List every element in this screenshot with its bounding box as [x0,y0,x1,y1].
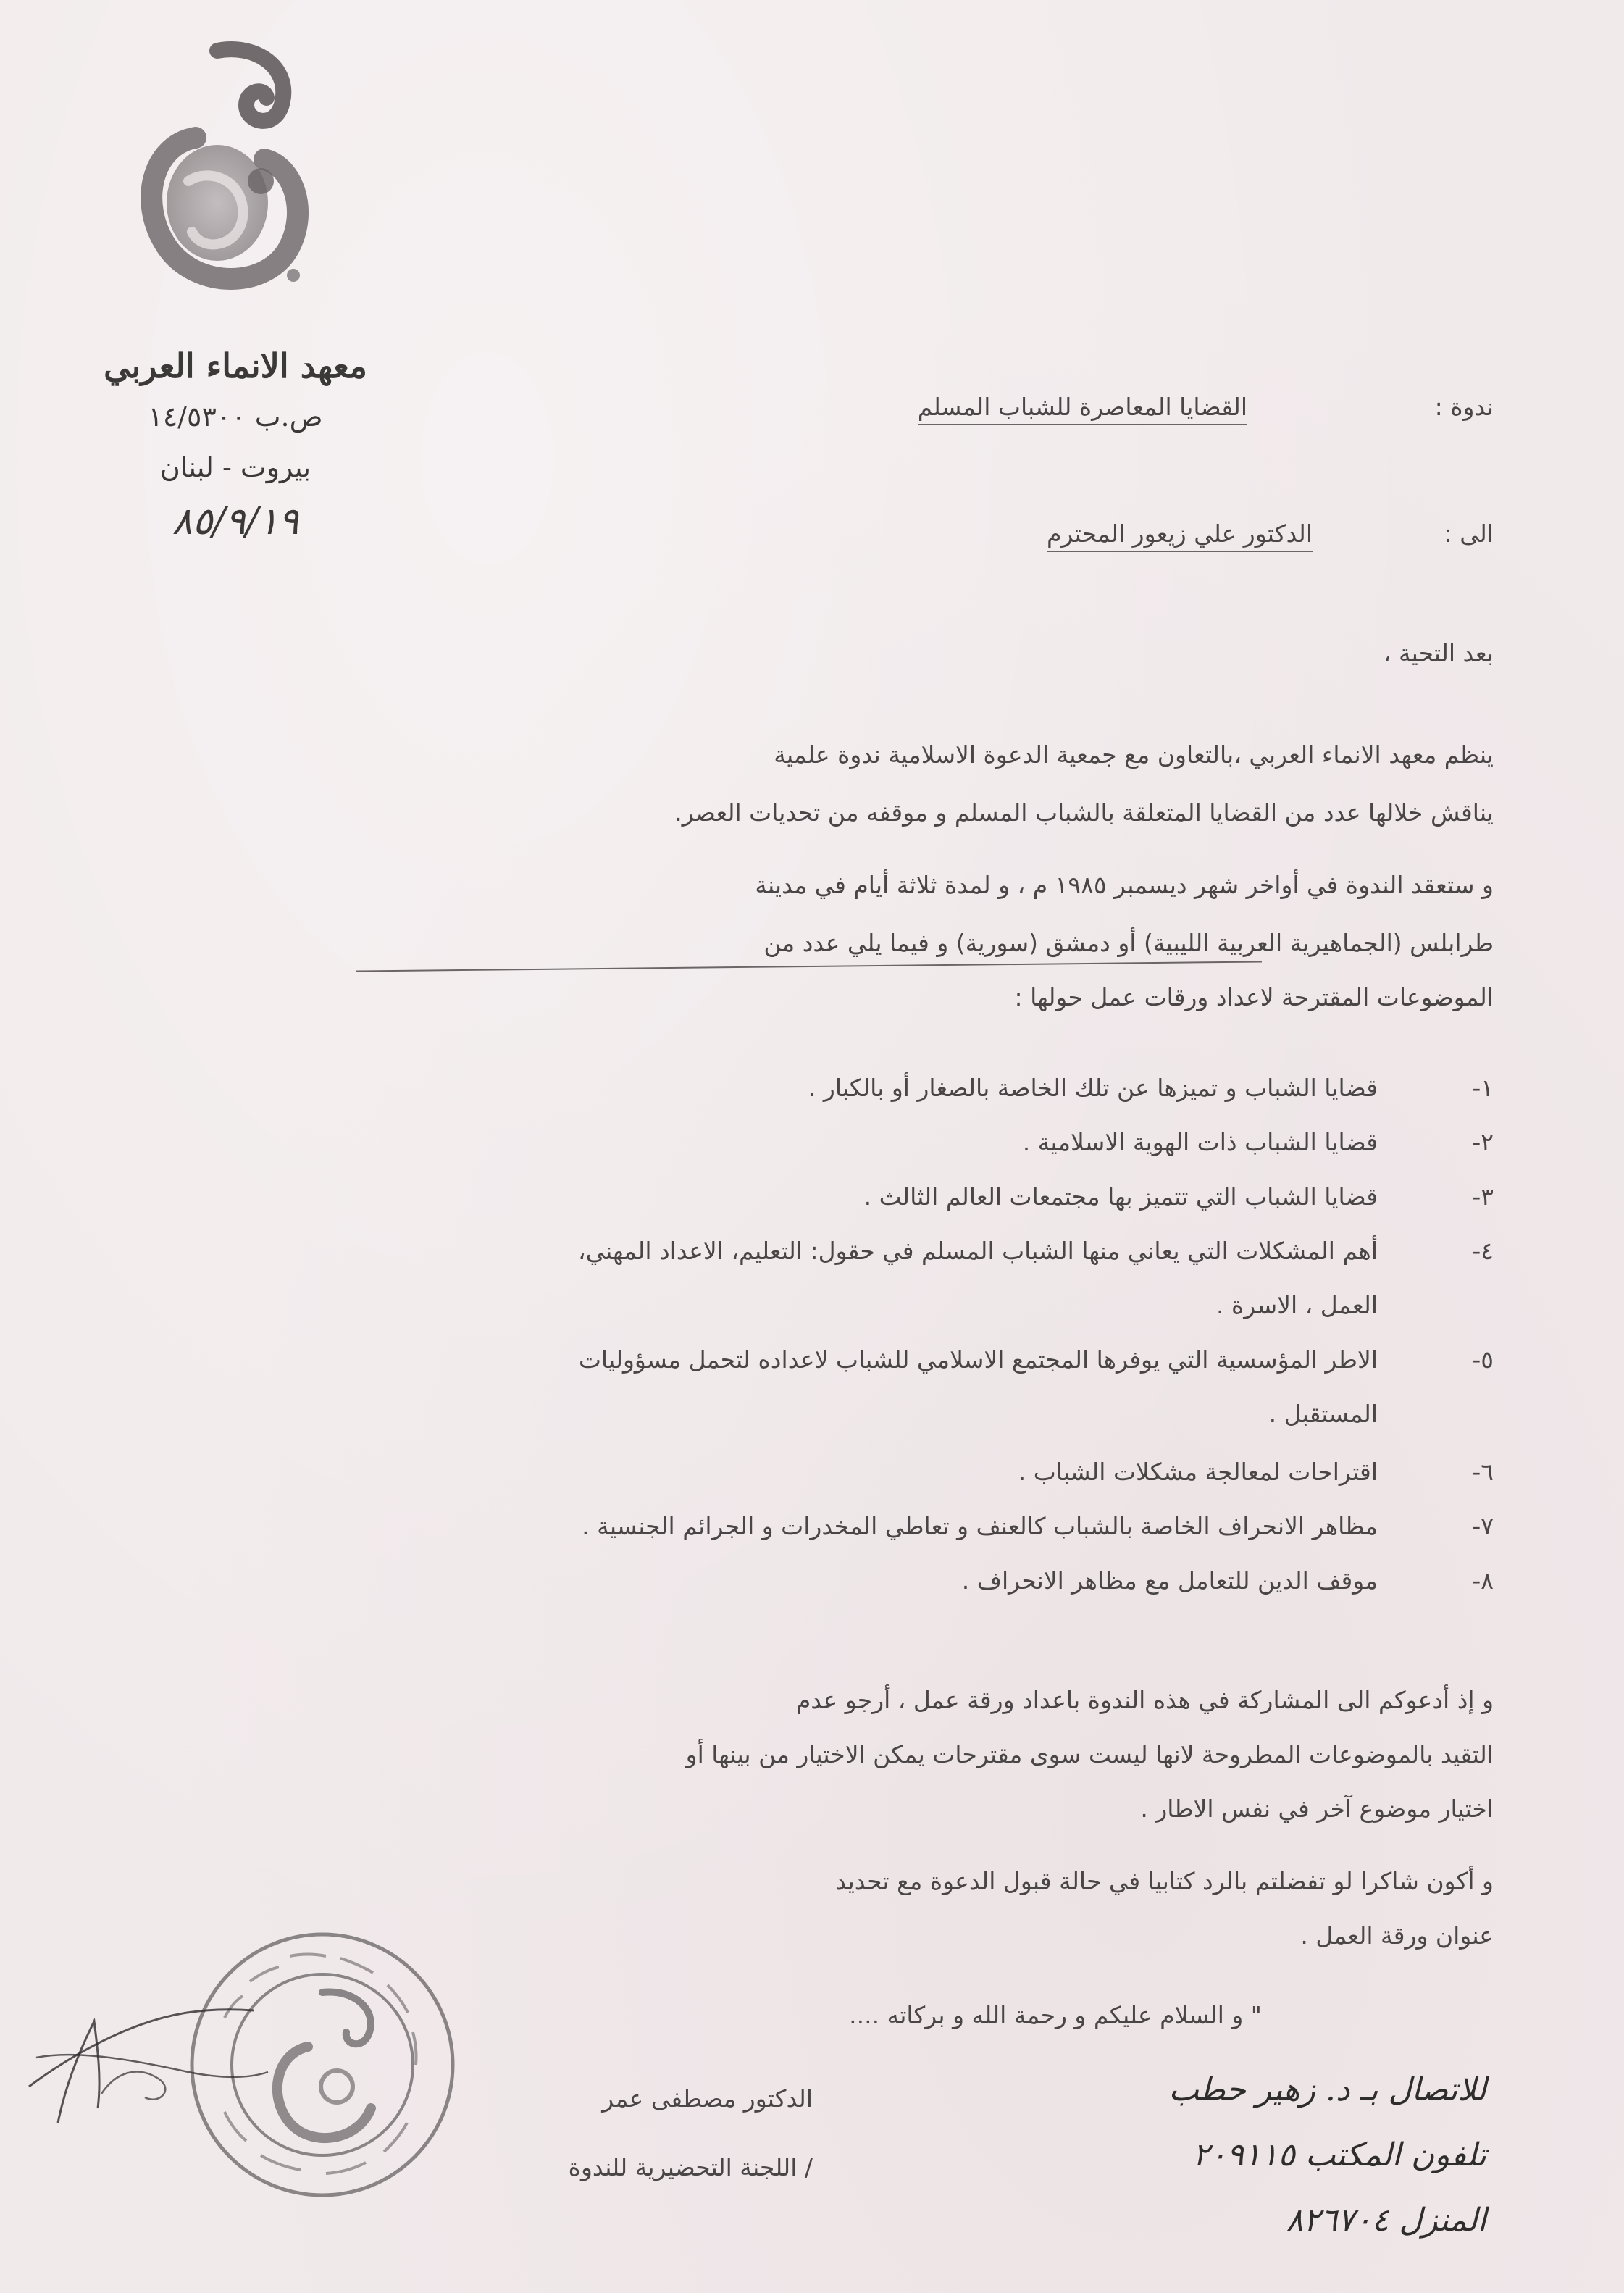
topic-text: أهم المشكلات التي يعاني منها الشباب المسلم في حقول: التعليم، الاعداد المهني، [577,1237,1378,1265]
subject-title: القضايا المعاصرة للشباب المسلم [918,391,1247,423]
institute-logo [109,36,326,326]
topic-number: ٧- [1472,1512,1494,1540]
list-item [117,1565,1494,1608]
logo-emblem-icon [109,36,326,326]
topic-number: ٤- [1472,1237,1494,1265]
topic-text: موقف الدين للتعامل مع مظاهر الانحراف . [961,1566,1378,1595]
handwritten-signature [14,1978,275,2137]
strike-line [356,961,1262,972]
topic-number: ٥- [1472,1345,1494,1374]
topic-number: ٣- [1472,1182,1494,1211]
city: بيروت - لبنان [159,451,311,483]
contact-person: للاتصال بـ د. زهير حطب [1168,2071,1486,2108]
institute-name: معهد الانماء العربي [104,346,367,385]
list-item-continuation [117,1290,1494,1333]
list-item [117,1511,1494,1554]
topic-number: ١- [1472,1074,1494,1102]
closing-line: و إذ أدعوكم الى المشاركة في هذه الندوة باعداد ورقة عمل ، أرجو عدم [795,1686,1494,1714]
intro-line: يناقش خلالها عدد من القضايا المتعلقة بالشباب المسلم و موقفه من تحديات العصر. [674,798,1494,827]
topic-text: اقتراحات لمعالجة مشكلات الشباب . [1018,1458,1378,1486]
closing-line: التقيد بالموضوعات المطروحة لانها ليست سوى مقترحات يمكن الاختيار من بينها أو [685,1740,1494,1768]
topic-text: الاطر المؤسسية التي يوفرها المجتمع الاسلامي للشباب لاعداده لتحمل مسؤوليات [578,1345,1378,1374]
topic-number: ٦- [1472,1458,1494,1486]
list-item-continuation [117,1398,1494,1442]
letterhead [65,341,406,551]
contact-office-phone: تلفون المكتب ٢٠٩١١٥ [1192,2137,1486,2173]
intro-line: و ستعقد الندوة في أواخر شهر ديسمبر ١٩٨٥ م ، و لمدة ثلاثة أيام في مدينة [755,871,1494,899]
topic-number: ٢- [1472,1128,1494,1156]
letter-date: ٨٥/٩/١٩ [172,500,299,543]
signatory-name: الدكتور مصطفى عمر [602,2084,813,2113]
list-item [117,1456,1494,1500]
intro-line: ينظم معهد الانماء العربي ،بالتعاون مع جمعية الدعوة الاسلامية ندوة علمية [774,740,1494,769]
intro-line: طرابلس (الجماهيرية العربية الليبية) أو دمشق (سورية) و فيما يلي عدد من [763,929,1494,957]
topic-text: العمل ، الاسرة . [1216,1291,1378,1319]
topic-text: قضايا الشباب ذات الهوية الاسلامية . [1022,1128,1378,1156]
list-item [117,1235,1494,1279]
contact-home-phone: المنزل ٨٢٦٧٠٤ [1286,2202,1486,2239]
closing-line: عنوان ورقة العمل . [1300,1921,1494,1950]
recipient-label: الى : [1444,519,1494,548]
subject-label: ندوة : [1434,393,1494,421]
topic-number: ٨- [1472,1566,1494,1595]
list-item [117,1344,1494,1387]
topic-text: مظاهر الانحراف الخاصة بالشباب كالعنف و تعاطي المخدرات و الجرائم الجنسية . [582,1512,1378,1540]
signature-scribble-icon [14,1978,275,2137]
list-item [117,1072,1494,1116]
salutation: " و السلام عليكم و رحمة الله و بركاته .... [849,2001,1262,2029]
intro-line: الموضوعات المقترحة لاعداد ورقات عمل حولها : [1014,983,1494,1011]
greeting: بعد التحية ، [1383,639,1494,667]
po-box: ص.ب ١٤/٥٣٠٠ [148,401,323,433]
list-item [117,1127,1494,1170]
topic-text: قضايا الشباب و تميزها عن تلك الخاصة بالصغار أو بالكبار . [808,1074,1378,1102]
signatory-title: / اللجنة التحضيرية للندوة [568,2153,813,2181]
topic-text: المستقبل . [1268,1400,1378,1428]
list-item [117,1181,1494,1224]
closing-line: اختيار موضوع آخر في نفس الاطار . [1140,1795,1494,1823]
closing-line: و أكون شاكرا لو تفضلتم بالرد كتابيا في حالة قبول الدعوة مع تحديد [835,1867,1494,1895]
topic-text: قضايا الشباب التي تتميز بها مجتمعات العالم الثالث . [863,1182,1378,1211]
recipient-name: الدكتور علي زيعور المحترم [1047,518,1313,550]
